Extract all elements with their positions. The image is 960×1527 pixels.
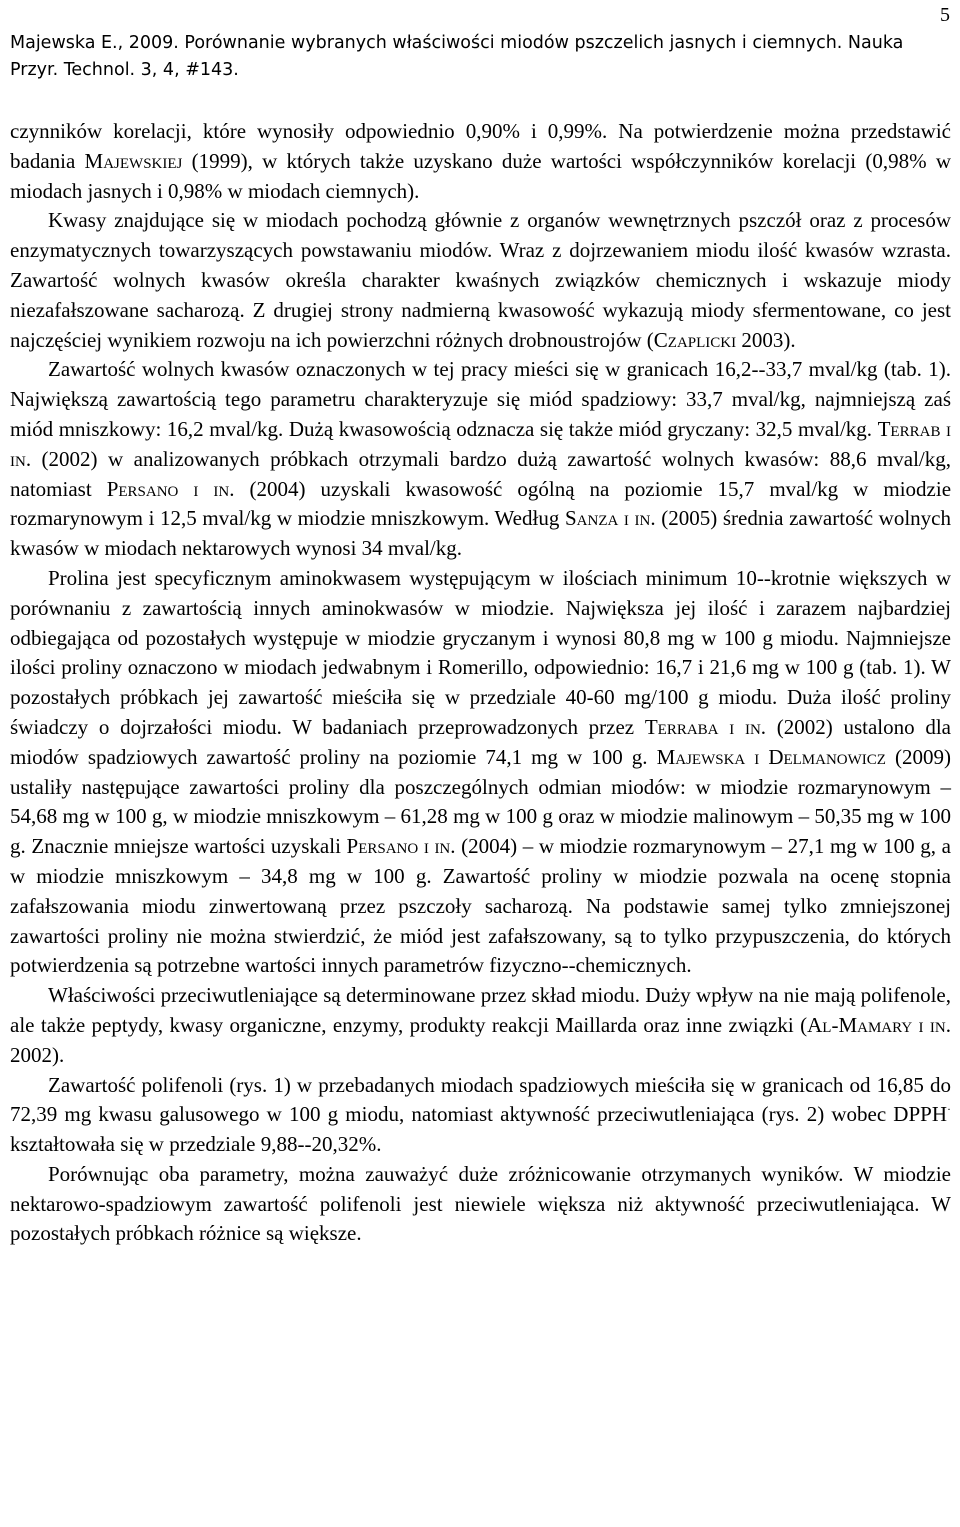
paragraph-text: (2005) średnia zawartość wolnych kwasów w miodach nektarowych wynosi 34 mval/kg. [10, 506, 951, 561]
paragraph-text: (1999), w których także uzyskano duże wartości współczynników korelacji (0,98% w miodach jasnych i 0,98% w miodach ciemnych). [10, 148, 952, 203]
citation-author: Majewskiej [84, 148, 183, 173]
paragraph-text: (2004) – w miodzie rozmarynowym – 27,1 mg w 100 g, a w miodzie mniszkowym – 34,8 mg w 100 g. Zawartość proliny w miodzie pozwala na ocenę stopnia zafałszowania miodu zinwertowaną przez pszczoły sacharozą. Na podstawie samej tylko zmniejszonej zawartości proliny nie można stwierdzić, że miód jest zafałszowany, są to tylko przypuszczenia, do których potwierdzenia są potrzebne wartości innych parametrów fizyczno--chemicznych. [10, 834, 951, 978]
paragraph-p3 [10, 355, 951, 564]
paragraph-p1 [10, 117, 951, 206]
paragraph-p7 [10, 1160, 951, 1249]
paragraph-text: kształtowała się w przedziale 9,88--20,32%. [10, 1132, 382, 1157]
paragraph-text: Prolina jest specyficznym aminokwasem występującym w ilościach minimum 10--krotnie większych w porównaniu z zawartością innych aminokwasów w miodzie. Największa jej ilość i zarazem najbardziej odbiegająca od pozostałych występuje w miodzie gryczanym i wynosi 80,8 mg w 100 g miodu. Najmniejsze ilości proliny oznaczono w miodach jedwabnym i Romerillo, odpowiednio: 16,7 i 21,6 mg w 100 g (tab. 1). W pozostałych próbkach jej zawartość mieściła się w przedziale 40-60 mg/100 g miodu. Duża ilość proliny świadczy o dojrzałości miodu. W badaniach przeprowadzonych przez [10, 565, 951, 739]
paragraph-text: 2003). [736, 327, 796, 352]
paragraph-text: Kwasy znajdujące się w miodach pochodzą głównie z organów wewnętrznych pszczół oraz z procesów enzymatycznych towarzyszących powstawaniu miodów. Wraz z dojrzewaniem miodu ilość kwasów wzrasta. Zawartość wolnych kwasów określa charakter kwaśnych związków chemicznych i wskazuje miody niezafałszowane sacharozą. Z drugiej strony nadmierną kwasowość wykazują miody sfermentowane, co jest najczęściej wynikiem rozwoju na ich powierzchni różnych drobnoustrojów ( [10, 208, 951, 352]
citation-author: Sanza i in. [564, 506, 656, 531]
paragraph-text: Zawartość wolnych kwasów oznaczonych w tej pracy mieści się w granicach 16,2--33,7 mval/kg (tab. 1). Największą zawartością tego parametru charakteryzuje się miód spadziowy: 33,7 mval/kg, najmniejszą zaś miód mniszkowy: 16,2 mval/kg. Dużą kwasowością odznacza się także miód gryczany: 32,5 mval/kg. [10, 357, 951, 441]
citation-author: Persano i in. [106, 476, 235, 501]
paragraph-text: (2002) w analizowanych próbkach otrzymali bardzo dużą zawartość wolnych kwasów: 88,6 mval/kg, natomiast [10, 446, 951, 501]
paragraph-text: (2002) ustalono dla miodów spadziowych zawartość proliny na poziomie 74,1 mg w 100 g. [10, 714, 951, 769]
citation-author: Czaplicki [653, 327, 737, 352]
paragraph-p5 [10, 981, 951, 1070]
page-number: 5 [940, 4, 950, 26]
paragraph-text: Właściwości przeciwutleniające są determinowane przez skład miodu. Duży wpływ na nie mają polifenole, ale także peptydy, kwasy organiczne, enzymy, produkty reakcji Maillarda oraz inne związki ( [10, 983, 951, 1037]
paragraph-p4 [10, 564, 951, 981]
paragraph-p2 [10, 206, 951, 355]
citation-author: Persano i in. [346, 834, 456, 859]
citation-author: Al-Mamary i in. [807, 1012, 951, 1037]
citation-author: Terraba i in. [644, 714, 767, 739]
paragraph-text: (2004) uzyskali kwasowość ogólną na poziomie 15,7 mval/kg w miodzie rozmarynowym i 12,5 mval/kg w miodzie mniszkowym. Według [10, 476, 952, 531]
paragraph-text: Zawartość polifenoli (rys. 1) w przebadanych miodach spadziowych mieściła się w granicach od 16,85 do 72,39 mg kwasu galusowego w 100 g miodu, natomiast aktywność przeciwutleniająca (rys. 2) wobec DPPH [10, 1072, 951, 1127]
citation-author: Majewska i Delmanowicz [656, 744, 886, 769]
superscript: · [947, 1102, 951, 1117]
article-body [10, 117, 951, 1249]
citation-author: Terrab i in. [10, 416, 951, 471]
paragraph-text: Porównując oba parametry, można zauważyć duże zróżnicowanie otrzymanych wyników. W miodzie nektarowo-spadziowym zawartość polifenoli jest niewiele większa niż aktywność przeciwutleniająca. W pozostałych próbkach różnice są większe. [10, 1161, 951, 1246]
paragraph-text: 2002). [10, 1042, 65, 1067]
paragraph-p6 [10, 1071, 951, 1160]
paragraph-text: czynników korelacji, które wynosiły odpowiednio 0,90% i 0,99%. Na potwierdzenie można przedstawić badania [10, 119, 951, 173]
running-header-citation: Majewska E., 2009. Porównanie wybranych właściwości miodów pszczelich jasnych i ciemnych. Nauka Przyr. Technol. 3, 4, #143. [10, 33, 904, 80]
paragraph-text: (2009) ustaliły następujące zawartości proliny dla poszczególnych odmian miodów: w miodzie rozmarynowym – 54,68 mg w 100 g, w miodzie mniszkowym – 61,28 mg w 100 g oraz w miodzie malinowym – 50,35 mg w 100 g. Znacznie mniejsze wartości uzyskali [10, 744, 952, 859]
